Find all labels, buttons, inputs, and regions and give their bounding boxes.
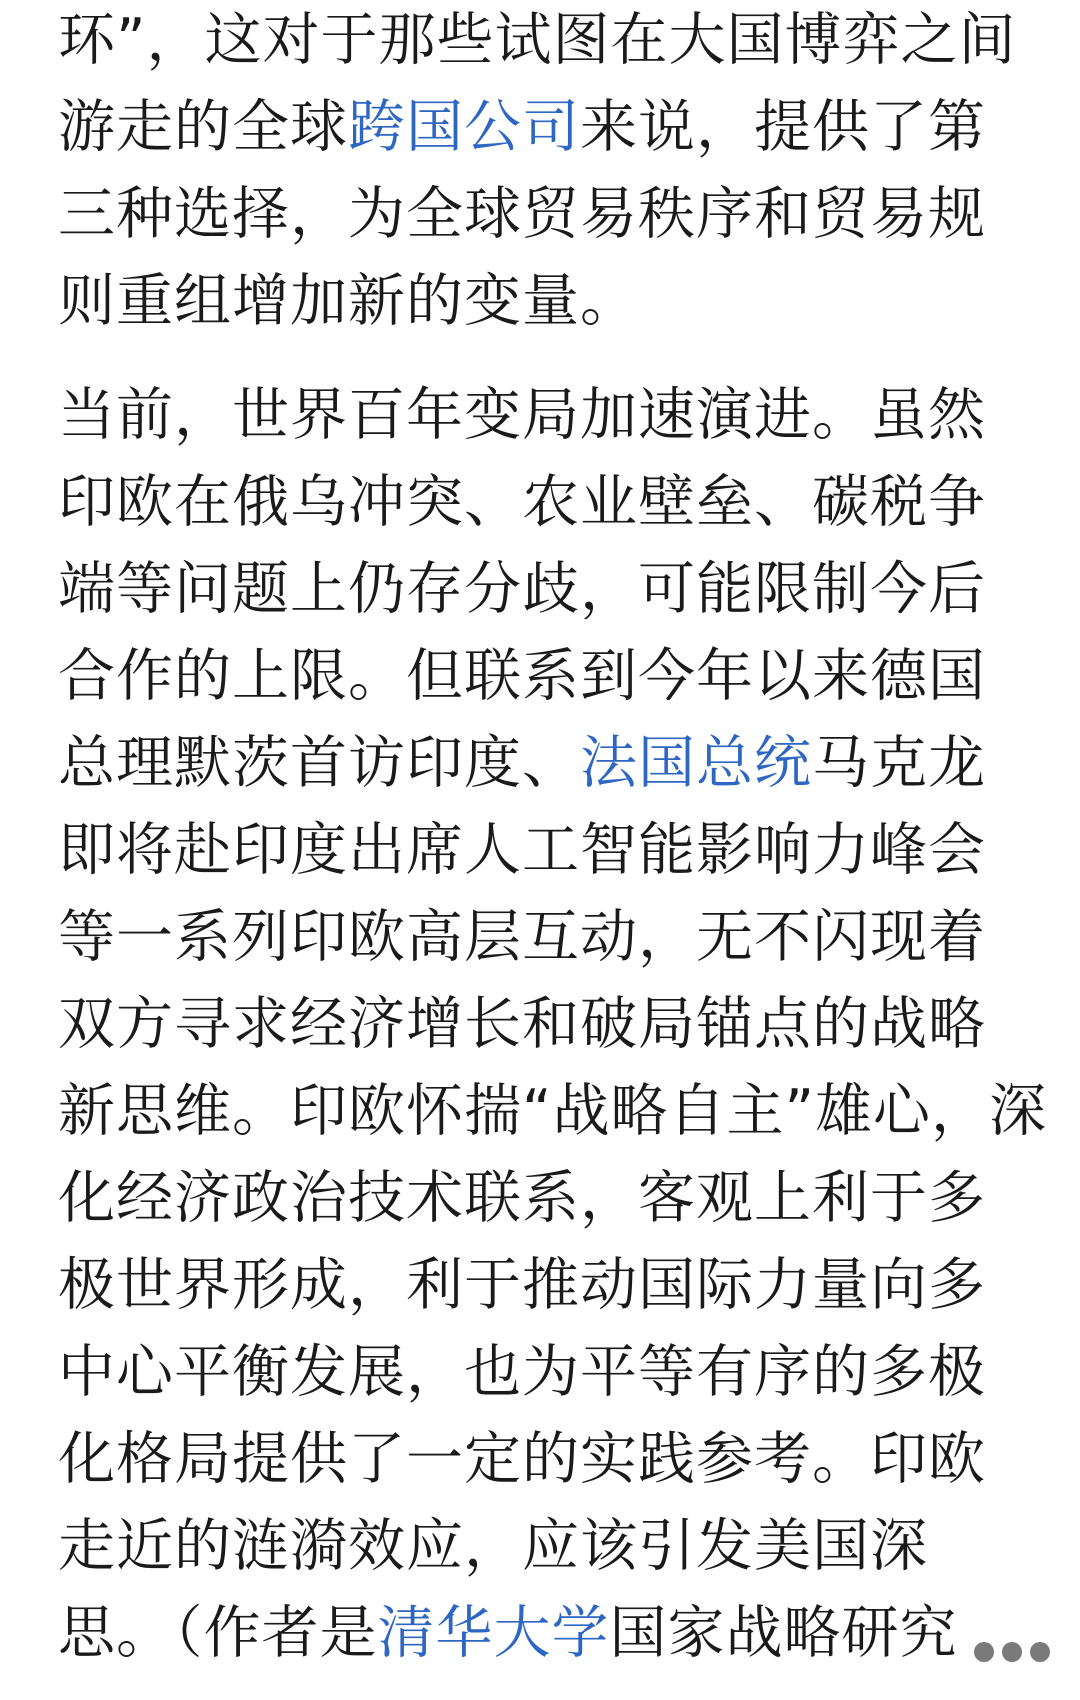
text-line	[58, 1068, 1048, 1155]
text-line	[58, 807, 1030, 894]
text-line	[58, 1590, 1030, 1677]
text-line	[58, 720, 1030, 807]
text-line	[58, 1155, 1030, 1242]
text-segment: 游走的全球	[58, 94, 348, 160]
text-segment: 合作的上限。但联系到今年以来德国	[58, 643, 986, 709]
inline-link[interactable]: 跨国公司	[348, 94, 580, 160]
text-segment: 双方寻求经济增长和破局锚点的战略	[58, 991, 986, 1057]
text-segment: 马克龙	[812, 730, 986, 796]
text-line	[58, 1503, 1030, 1590]
text-segment: 来说，提供了第	[580, 94, 986, 160]
paragraph	[58, 0, 1030, 345]
text-segment: 环”，这对于那些试图在大国博弈之间	[58, 7, 1017, 73]
text-line	[58, 894, 1030, 981]
paragraph	[58, 372, 1048, 1677]
more-dots-icon[interactable]	[974, 1642, 1058, 1662]
text-line	[58, 633, 1030, 720]
inline-link[interactable]: 法国总统	[580, 730, 812, 796]
text-segment: 中心平衡发展，也为平等有序的多极	[58, 1339, 986, 1405]
article-body	[58, 0, 1048, 1677]
inline-link[interactable]: 清华大学	[377, 1600, 610, 1666]
text-segment: 国家战略研究	[609, 1600, 958, 1666]
text-line	[58, 981, 1030, 1068]
text-line	[58, 0, 1030, 84]
text-segment: 新思维。印欧怀揣“战略自主”雄心，深	[58, 1078, 1048, 1144]
text-segment: 当前，世界百年变局加速演进。虽然	[58, 382, 986, 448]
dot	[1030, 1642, 1050, 1662]
text-segment: 则重组增加新的变量。	[58, 268, 638, 334]
text-segment: 端等问题上仍存分歧，可能限制今后	[58, 556, 986, 622]
text-segment: 化格局提供了一定的实践参考。印欧	[58, 1426, 986, 1492]
text-line	[58, 1242, 1030, 1329]
text-segment: 印欧在俄乌冲突、农业壁垒、碳税争	[58, 469, 986, 535]
text-line	[58, 372, 1030, 459]
text-segment: 等一系列印欧高层互动，无不闪现着	[58, 904, 986, 970]
dot	[974, 1642, 994, 1662]
text-line	[58, 171, 1030, 258]
text-line	[58, 546, 1030, 633]
dot	[1002, 1642, 1022, 1662]
text-segment: 走近的涟漪效应，应该引发美国深	[58, 1513, 928, 1579]
text-segment: 即将赴印度出席人工智能影响力峰会	[58, 817, 986, 883]
text-line	[58, 459, 1030, 546]
text-line	[58, 84, 1030, 171]
text-segment: 三种选择，为全球贸易秩序和贸易规	[58, 181, 986, 247]
text-segment: 化经济政治技术联系，客观上利于多	[58, 1165, 986, 1231]
text-segment: 总理默茨首访印度、	[58, 730, 580, 796]
text-line	[58, 1329, 1030, 1416]
text-line	[58, 1416, 1030, 1503]
text-segment: 思。（作者是	[58, 1600, 378, 1666]
text-segment: 极世界形成，利于推动国际力量向多	[58, 1252, 986, 1318]
text-line	[58, 258, 1030, 345]
